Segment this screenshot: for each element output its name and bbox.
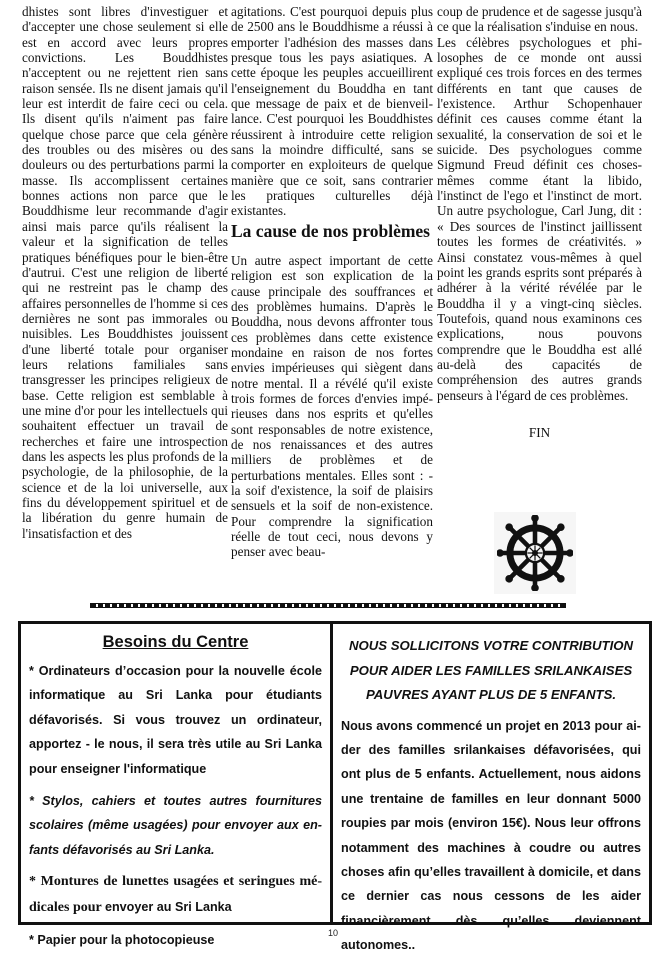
dashed-separator xyxy=(90,603,566,608)
title-line: NOUS SOLLICITONS VOTRE CONTRIBUTION xyxy=(348,638,634,653)
article-paragraph: Un autre aspect important de cette religion est son explication de la cause principale des souffrances et des problèmes humains. D'après le Bouddha, nous devons affronter tous ces problèmes dans cette existence mondaine en raison de nos fortes envies impérieuses qui siègent dans notre mental. Il a révélé qu'il existe trois formes de forces d'envies impérieuses dans nos esprits et qu'elles sont responsables de notre existence, de nos renaissances et des autres milliers de problèmes et de perturbations mentales. Elles sont : -la soif d'existence, la soif de plaisirs sensuels et la soif de non-existence. Pour comprendre la signification réelle de tout ceci, nous devons y penser avec beau- xyxy=(231,252,433,560)
end-label: FIN xyxy=(528,424,551,440)
article-column-3 xyxy=(437,4,642,440)
article-paragraph: agitations. C'est pourquoi depuis plus de 2500 ans le Bouddhisme a réussi à emporter l'adhésion des masses dans presque tous les pays asiatiques. A cette époque les peuples accueillirent l'enseignement du Bouddha en tant que message de paix et de bienveillance. C'est pourquoi les Bouddhistes réussirent à introduire cette religion sans la moindre difficulté, sans se comporter en exploiteurs de quelque manière que ce soit, sans contrarier les pratiques culturelles déjà existantes. xyxy=(231,4,433,219)
title-line: POUR AIDER LES FAMILLES SRILANKAISES xyxy=(349,662,633,678)
article-paragraph: coup de prudence et de sagesse jusqu'à ce que la réalisation s'induise en nous. xyxy=(437,4,642,35)
article-paragraph: dhistes sont libres d'investiguer et d'accepter une chose seulement si elle est en accord avec leurs propres convictions. Les Bouddhistes n'acceptent ou ne rejettent rien sans raison sensée. Ils ne disent jamais qu'il leur est interdit de faire ceci ou cela. Ils disent qu'ils n'aiment pas faire quelque chose parce que cela génère des troubles ou des misères ou des douleurs ou des perturbations parmi la masse. Ils accomplissent certaines bonnes actions non parce que le Bouddhisme leur recommande d'agir ainsi mais parce qu'ils réalisent la valeur et la signification de telles pratiques bénéfiques pour le bien-être d'autrui. C'est une religion de liberté qui ne restreint pas le champ des affaires personnelles de l'homme si ces dernières ne sont pas immorales ou nuisibles. Les Bouddhistes jouissent d'une liberté totale pour organiser leurs relations familiales sans transgresser les principes religieux de base. Cette religion est semblable à une mine d'or pour les intellectuels qui souhaitent effectuer un travail de recherches et faire une introspection dans les aspects les plus profonds de la psychologie, de la philosophie, de la science et de la loi universelle, aux fins du développement spirituel et de la libération du genre humain de l'insatisfaction et des xyxy=(22,4,228,541)
needs-item: * Stylos, cahiers et toutes autres fournitures scolaires (même usagées) pour envoyer aux enfants défavorisés au Sri Lanka. xyxy=(29,794,322,857)
dharma-wheel-icon xyxy=(494,512,576,594)
article-column-2 xyxy=(231,4,433,560)
section-heading: La cause de nos problèmes xyxy=(231,220,430,241)
needs-item-text: envoyer au Sri Lanka xyxy=(104,899,232,914)
needs-item: * Papier pour la photocopieuse xyxy=(29,933,215,948)
contribution-box-title xyxy=(341,634,641,708)
article-paragraph: Les célèbres psychologues et philosophes de ce monde ont aussi expliqué ces trois forces en des termes différents en tant que causes de l'existence. Arthur Schopenhauer définit ces causes comme étant la sexualité, la conservation de soi et le suicide. Des psychologues comme Sigmund Freud définit ces choses-mêmes comme étant la libido, l'instinct de l'ego et l'instinct de mort. Un autre psychologue, Carl Jung, dit : « Des sources de l'instinct jaillissent toutes les formes de créativités. » Ainsi constatez vous-mêmes à quel point les grands esprits sont préparés à adhérer à la vérité révélée par le Bouddha il y a vingt-cinq siècles. Toutefois, quand nous examinons ces explications, nous pouvons comprendre que le Bouddha est allé au-delà des capacités de compréhension des autres grands penseurs à l'égard de ces problèmes. xyxy=(437,34,642,403)
title-line: PAUVRES AYANT PLUS DE 5 ENFANTS. xyxy=(365,687,617,702)
needs-item-text: * Montures de lunettes usagées et seringues médicales pour xyxy=(29,874,322,915)
article-column-1 xyxy=(22,4,228,541)
page-number: 10 xyxy=(327,928,338,938)
needs-item xyxy=(29,870,322,920)
needs-item: * Ordinateurs d’occasion pour la nouvelle école informatique au Sri Lanka pour étudiants défavorisés. Si vous trouvez un ordinateur, apportez - le nous, il sera très utile au Sri Lanka pour enseigner l'informatique xyxy=(29,664,322,776)
contribution-body: Nous avons commencé un projet en 2013 pour aider des familles srilankaises défavorisées, qui ont plus de 5 enfants. Actuellement, nous aidons une trentaine de familles en leur donnant 5000 roupies par mois (environ 15€). Nous leur offrons notamment des machines à coudre ou autres choses afin qu’elles travaillent à domicile, et dans ce dernier cas nous cessons de les aider financièrement dès qu’elles deviennent autonomes.. xyxy=(341,718,641,953)
needs-box-title: Besoins du Centre xyxy=(102,633,249,651)
